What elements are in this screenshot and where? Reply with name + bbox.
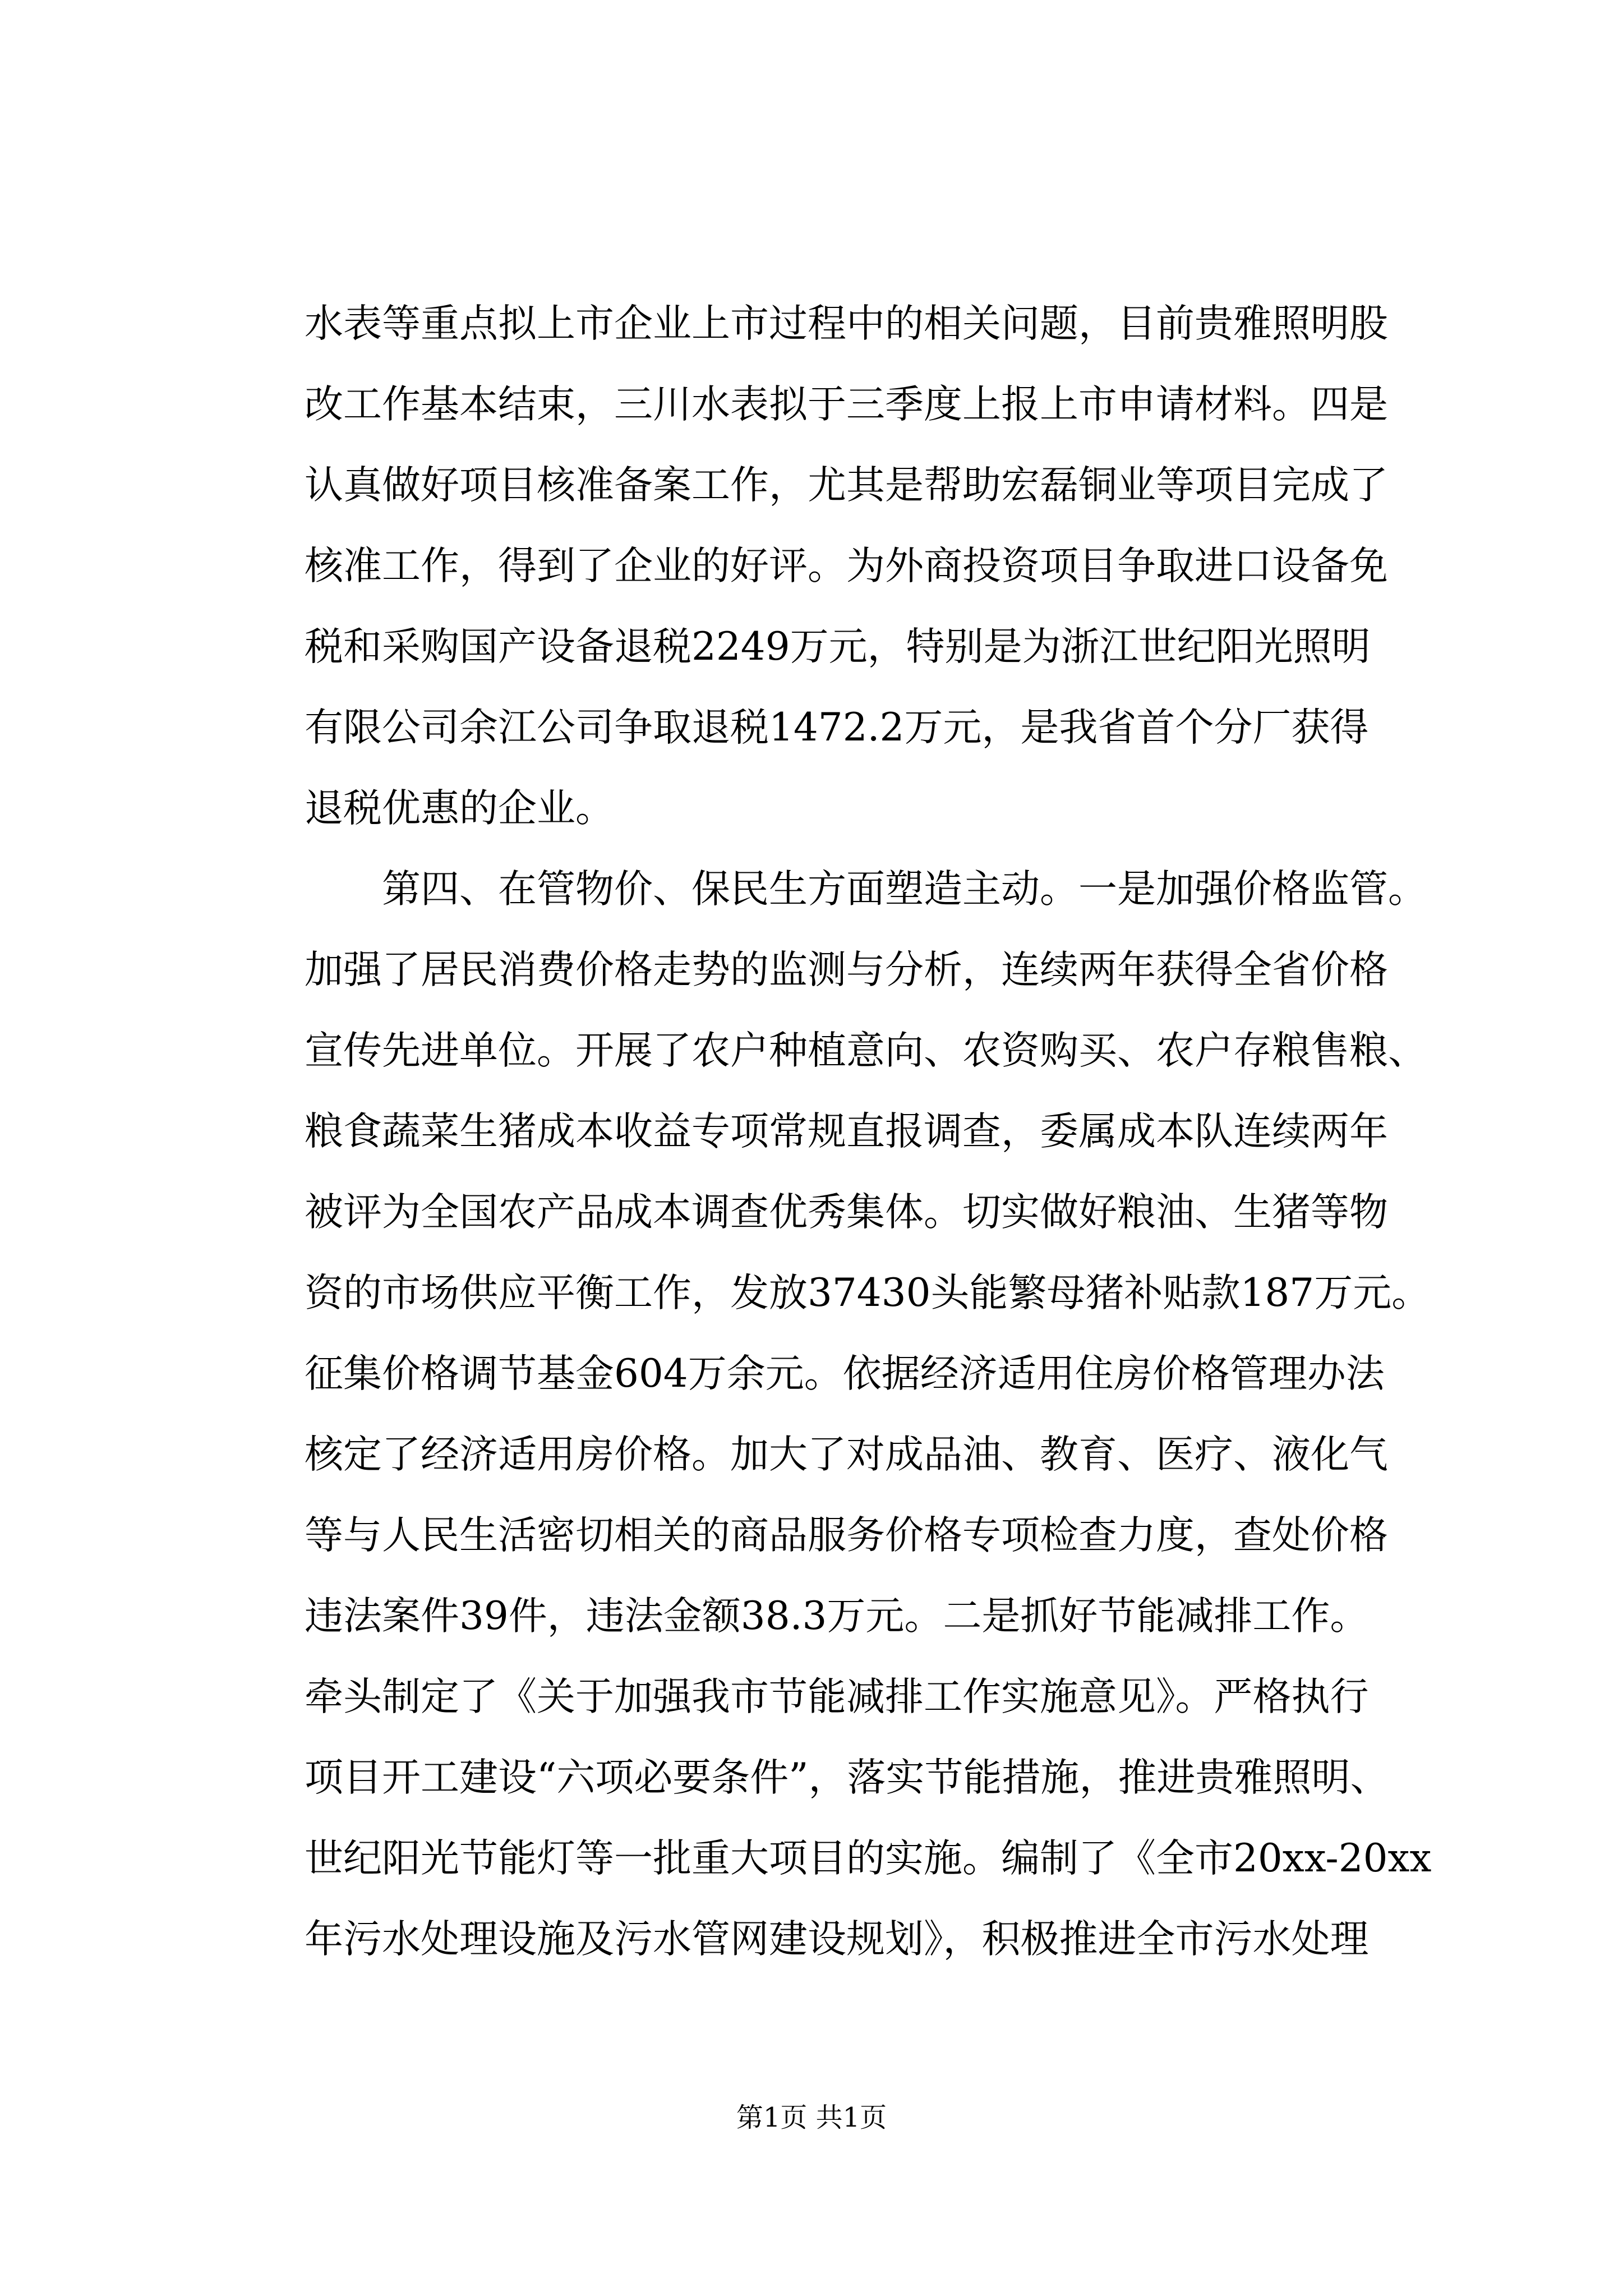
page-number: 第1页 共1页: [736, 2102, 887, 2133]
text-line: 项目开工建设“六项必要条件”，落实节能措施，推进贵雅照明、: [305, 1755, 1389, 1800]
text-line: 宣传先进单位。开展了农户种植意向、农资购买、农户存粮售粮、: [305, 1028, 1427, 1073]
page-footer: [0, 2098, 1623, 2137]
text-line: 有限公司余江公司争取退税1472.2万元，是我省首个分厂获得: [305, 705, 1369, 750]
text-line: 违法案件39件，违法金额38.3万元。二是抓好节能减排工作。: [305, 1594, 1369, 1639]
text-line: 征集价格调节基金604万余元。依据经济适用住房价格管理办法: [305, 1351, 1385, 1396]
paragraph-2: [305, 849, 1432, 1980]
text-line: 认真做好项目核准备案工作，尤其是帮助宏磊铜业等项目完成了: [305, 463, 1388, 508]
text-line: 退税优惠的企业。: [305, 786, 614, 831]
text-line: 资的市场供应平衡工作，发放37430头能繁母猪补贴款187万元。: [305, 1271, 1431, 1315]
text-line: 被评为全国农产品成本调查优秀集体。切实做好粮油、生猪等物: [305, 1190, 1388, 1235]
paragraph-1: [305, 283, 1388, 849]
text-line: 年污水处理设施及污水管网建设规划》，积极推进全市污水处理: [305, 1917, 1369, 1962]
text-line: 加强了居民消费价格走势的监测与分析，连续两年获得全省价格: [305, 947, 1388, 992]
text-line: 粮食蔬菜生猪成本收益专项常规直报调查，委属成本队连续两年: [305, 1109, 1388, 1154]
text-line: 税和采购国产设备退税2249万元，特别是为浙江世纪阳光照明: [305, 624, 1371, 669]
document-body: [305, 283, 1432, 1980]
text-line: 改工作基本结束，三川水表拟于三季度上报上市申请材料。四是: [305, 382, 1388, 427]
text-line: 核准工作，得到了企业的好评。为外商投资项目争取进口设备免: [305, 544, 1388, 588]
text-line: 等与人民生活密切相关的商品服务价格专项检查力度，查处价格: [305, 1513, 1388, 1558]
text-line: 牵头制定了《关于加强我市节能减排工作实施意见》。严格执行: [305, 1674, 1369, 1719]
text-line: 水表等重点拟上市企业上市过程中的相关问题，目前贵雅照明股: [305, 301, 1388, 346]
text-line: 核定了经济适用房价格。加大了对成品油、教育、医疗、液化气: [305, 1432, 1388, 1477]
text-line: 世纪阳光节能灯等一批重大项目的实施。编制了《全市20xx-20xx: [305, 1836, 1432, 1881]
text-line: 第四、在管物价、保民生方面塑造主动。一是加强价格监管。: [305, 867, 1427, 912]
